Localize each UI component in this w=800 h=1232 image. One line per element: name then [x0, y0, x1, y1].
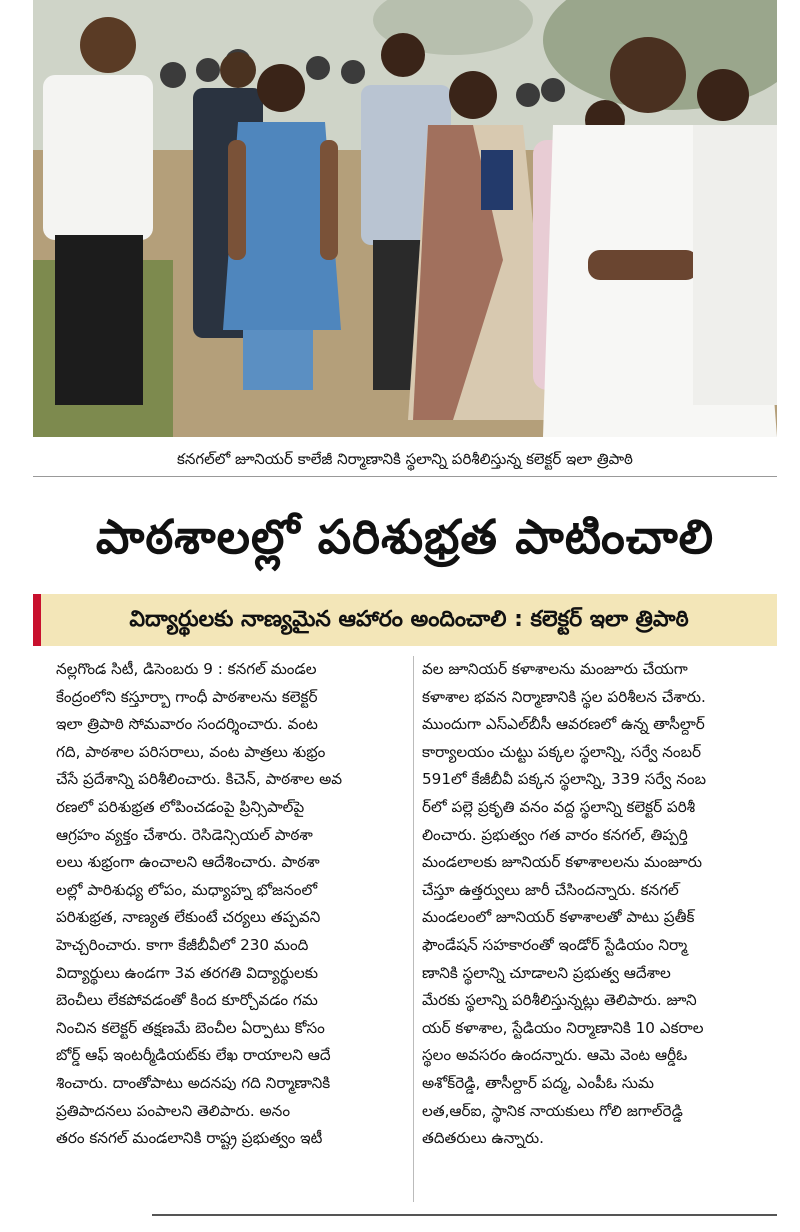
body-line: ఇలా త్రిపాఠి సోమవారం సందర్శించారు. వంట — [56, 715, 318, 734]
body-line: ర్‌లో పల్లె ప్రకృతి వనం వద్ద స్థలాన్ని కలెక్టర్ పరిశీ — [422, 797, 696, 816]
body-line: స్థలం అవసరం ఉందన్నారు. ఆమె వెంట ఆర్డీఓ — [422, 1046, 688, 1065]
body-line: కార్యాలయం చుట్టు పక్కల స్థలాన్ని, సర్వే నంబర్ — [422, 742, 702, 761]
body-line: అశోక్‌రెడ్డి, తాసీల్దార్ పద్మ, ఎంపీఓ సుమ — [422, 1073, 654, 1092]
body-line: చేసే ప్రదేశాన్ని పరిశీలించారు. కిచెన్, పాఠశాల అవ — [56, 770, 343, 789]
body-line: ఆగ్రహం వ్యక్తం చేశారు. రెసిడెన్సియల్ పాఠశా — [56, 825, 313, 844]
body-line: చేస్తూ ఉత్తర్వులు జారీ చేసిందన్నారు. కనగల్ — [422, 880, 679, 899]
body-line: నించిన కలెక్టర్ తక్షణమే బెంచీల ఏర్పాటు కోసం — [56, 1018, 325, 1037]
photo-caption: కనగల్‌లో జూనియర్ కాలేజీ నిర్మాణానికి స్థలాన్ని పరిశీలిస్తున్న కలెక్టర్ ఇలా త్రిపాఠి — [33, 442, 777, 477]
article-headline: పాఠశాలల్లో పరిశుభ్రత పాటించాలి — [95, 510, 715, 565]
body-line: బోర్డ్ ఆఫ్ ఇంటర్మీడియట్‌కు లేఖ రాయాలని ఆదే — [56, 1046, 331, 1065]
body-line: ప్రతిపాదనలు పంపాలని తెలిపారు. అనం — [56, 1101, 291, 1120]
article-column-left — [56, 656, 411, 1202]
body-line: లించారు. ప్రభుత్వం గత వారం కనగల్, తిప్పర్తి — [422, 825, 688, 844]
body-line: లత,ఆర్ఐ, స్థానిక నాయకులు గోలి జగాల్‌రెడ్డి — [422, 1101, 683, 1120]
body-line: గది, పాఠశాల పరిసరాలు, వంట పాత్రలు శుభ్రం — [56, 742, 326, 761]
body-line: వల జూనియర్ కళాశాలను మంజూరు చేయగా — [422, 660, 688, 678]
body-line: నల్లగొండ సిటీ, డిసెంబరు 9 : కనగల్ మండల — [56, 660, 317, 678]
body-line: కళాశాల భవన నిర్మాణానికి స్థల పరిశీలన చేశారు. — [422, 687, 706, 706]
body-line: లలు శుభ్రంగా ఉంచాలని ఆదేశించారు. పాఠశా — [56, 853, 320, 872]
body-line: ఫౌండేషన్ సహకారంతో ఇండోర్ స్టేడియం నిర్మా — [422, 935, 688, 954]
person-left — [43, 17, 153, 405]
article-subheadline: విద్యార్థులకు నాణ్యమైన ఆహారం అందించాలి : కలెక్టర్ ఇలా త్రిపాఠి — [33, 594, 777, 646]
body-line: తరం కనగల్ మండలానికి రాష్ట్ర ప్రభుత్వం ఇటీ — [56, 1129, 323, 1148]
news-photo — [33, 0, 777, 437]
body-line: విద్యార్థులు ఉండగా 3వ తరగతి విద్యార్థులకు — [56, 963, 318, 982]
body-line: 591లో కేజీబీవీ పక్కన స్థలాన్ని, 339 సర్వే నంబ — [422, 770, 706, 789]
body-line: యర్ కళాశాల, స్టేడియం నిర్మాణానికి 10 ఎకరాల — [422, 1018, 704, 1037]
body-line: పరిశుభ్రత, నాణ్యత లేకుంటే చర్యలు తప్పవని — [56, 908, 321, 927]
body-line: ముందుగా ఎస్ఎల్‌బీసీ ఆవరణలో ఉన్న తాసీల్దార్ — [422, 715, 705, 734]
body-line: శించారు. దాంతోపాటు అదనపు గది నిర్మాణానికి — [56, 1073, 331, 1092]
bottom-divider — [152, 1214, 777, 1216]
body-line: మండలాలకు జూనియర్ కళాశాలలను మంజూరు — [422, 853, 702, 872]
body-line: రణలో పరిశుభ్రత లోపించడంపై ప్రిన్సిపాల్‌పై — [56, 797, 305, 816]
column-divider — [413, 656, 414, 1202]
article-body — [56, 656, 776, 1206]
article-column-right — [422, 656, 777, 1202]
body-line: బెంచీలు లేకపోవడంతో కింద కూర్చోవడం గమ — [56, 991, 318, 1010]
body-line: మేరకు స్థలాన్ని పరిశీలిస్తున్నట్లు తెలిపారు. జూని — [422, 991, 697, 1010]
news-photo-icon — [33, 0, 777, 437]
body-line: లల్లో పారిశుధ్య లోపం, మధ్యాహ్న భోజనంలో — [56, 880, 318, 899]
body-line: మండలంలో జూనియర్ కళాశాలతో పాటు ప్రతీక్ — [422, 908, 695, 927]
body-line: తదితరులు ఉన్నారు. — [422, 1129, 545, 1148]
body-line: కేంద్రంలోని కస్తూర్బా గాంధీ పాఠశాలను కలెక్టర్ — [56, 687, 318, 706]
body-line: ణానికి స్థలాన్ని చూడాలని ప్రభుత్వ ఆదేశాల — [422, 963, 671, 982]
body-line: హెచ్చరించారు. కాగా కేజీబీవీలో 230 మంది — [56, 935, 309, 954]
